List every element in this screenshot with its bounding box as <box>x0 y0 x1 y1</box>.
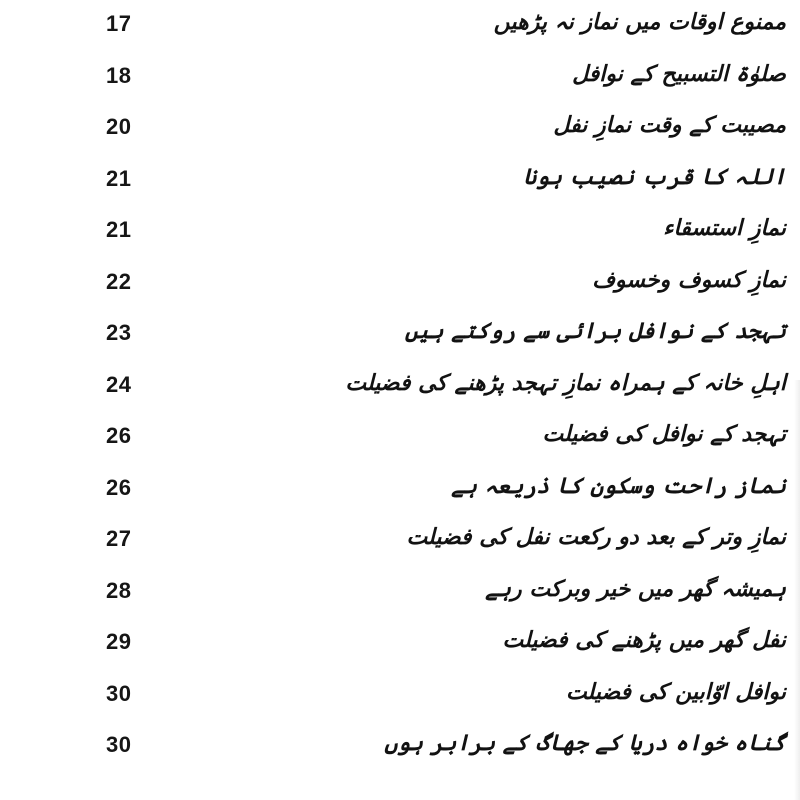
toc-entry <box>0 56 800 96</box>
entry-title: اہلِ خانہ کے ہمراہ نمازِ تہجد پڑھنے کی فضیلت <box>345 371 786 396</box>
page-number: 21 <box>106 166 132 191</box>
page-number: 30 <box>106 681 132 706</box>
toc-entry <box>0 107 800 147</box>
entry-title: تہجد کے نوافل برائی سے روکتے ہیں <box>404 319 786 344</box>
page-number: 27 <box>106 526 132 551</box>
toc-entry <box>0 210 800 250</box>
toc-entry <box>0 519 800 559</box>
entry-title: نمازِ استسقاء <box>663 216 786 241</box>
toc-entry <box>0 416 800 456</box>
page-number: 20 <box>106 114 132 139</box>
page-number: 26 <box>106 423 132 448</box>
entry-title: نماز راحت وسکون کا ذریعہ ہے <box>451 474 786 499</box>
toc-entry <box>0 159 800 199</box>
entry-title: گناہ خواہ دریا کے جھاگ کے برابر ہوں <box>384 731 786 756</box>
page-number: 30 <box>106 732 132 757</box>
entry-title: نفل گھر میں پڑھنے کی فضیلت <box>502 628 786 653</box>
page-number: 26 <box>106 475 132 500</box>
toc-entry <box>0 622 800 662</box>
toc-entry <box>0 468 800 508</box>
page-number: 18 <box>106 63 132 88</box>
entry-title: ہمیشہ گھر میں خیر وبرکت رہے <box>485 577 786 602</box>
entry-title: ممنوع اوقات میں نماز نہ پڑھیں <box>493 10 786 35</box>
toc-entry <box>0 674 800 714</box>
entry-title: مصیبت کے وقت نمازِ نفل <box>553 113 786 138</box>
toc-entry <box>0 725 800 765</box>
page-number: 21 <box>106 217 132 242</box>
entry-title: نوافل اوّابین کی فضیلت <box>565 680 786 705</box>
toc-entry <box>0 262 800 302</box>
toc-entry <box>0 313 800 353</box>
entry-title: صلوٰۃ التسبیح کے نوافل <box>572 62 786 87</box>
toc-entry <box>0 365 800 405</box>
page-number: 28 <box>106 578 132 603</box>
scan-edge-shadow <box>794 380 800 800</box>
page-number: 29 <box>106 629 132 654</box>
entry-title: نمازِ وتر کے بعد دو رکعت نفل کی فضیلت <box>406 525 786 550</box>
toc-entry <box>0 4 800 44</box>
toc-entry <box>0 571 800 611</box>
page-number: 23 <box>106 320 132 345</box>
page-number: 22 <box>106 269 132 294</box>
entry-title: اللہ کا قرب نصیب ہونا <box>523 165 786 190</box>
page-number: 17 <box>106 11 132 36</box>
entry-title: نمازِ کسوف وخسوف <box>592 268 786 293</box>
entry-title: تہجد کے نوافل کی فضیلت <box>542 422 786 447</box>
page-number: 24 <box>106 372 132 397</box>
